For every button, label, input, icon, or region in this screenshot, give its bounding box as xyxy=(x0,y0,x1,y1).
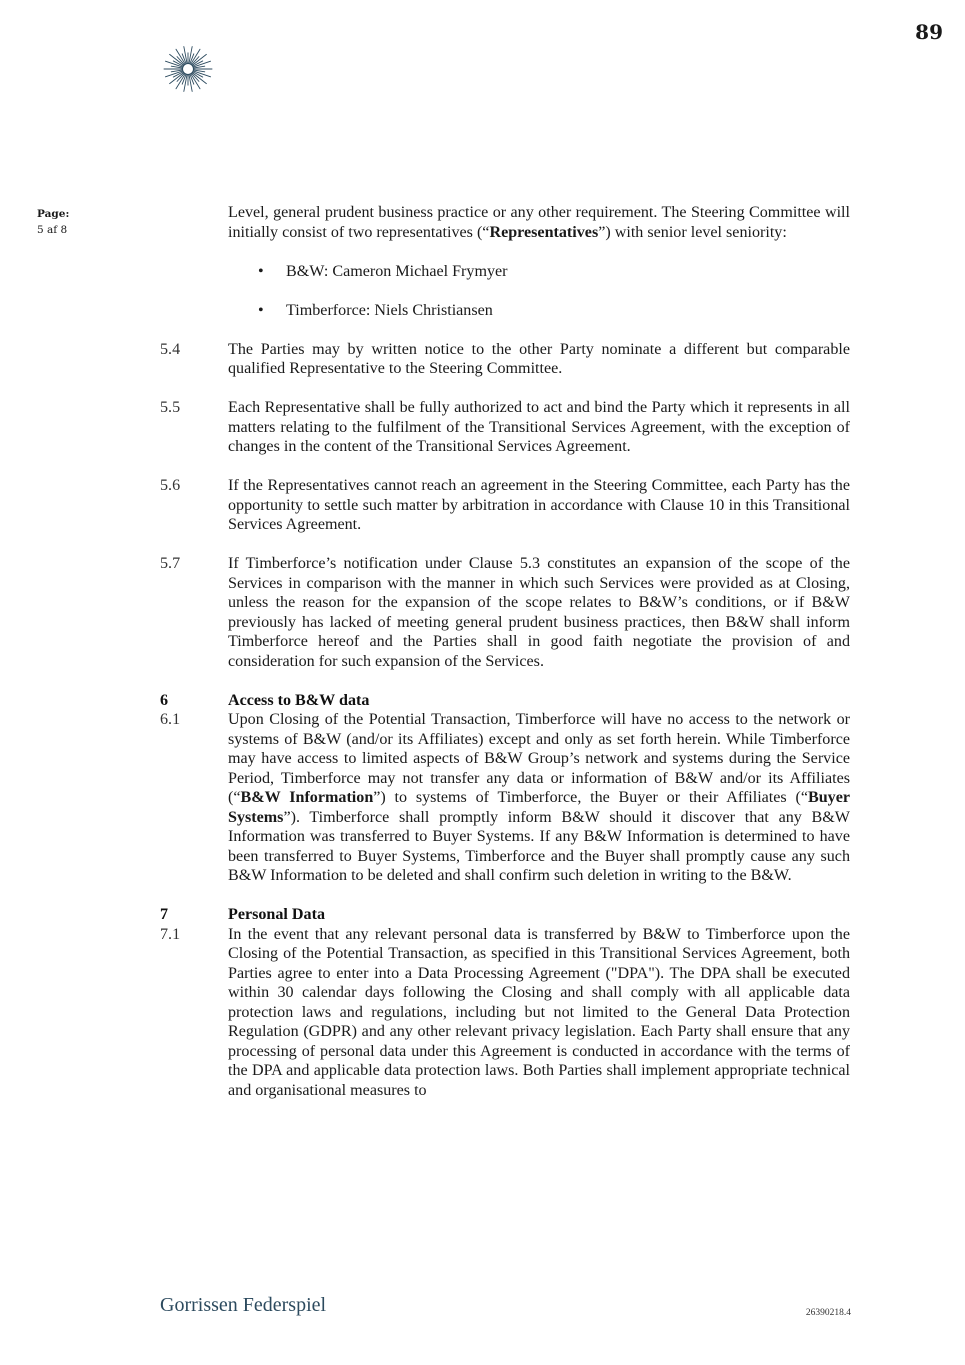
clause-5-4 xyxy=(160,340,850,379)
page-number: 89 xyxy=(915,20,943,44)
list-item xyxy=(258,301,508,321)
clause-7-1 xyxy=(160,925,850,1101)
footer-brand: Gorrissen Federspiel xyxy=(160,1294,327,1316)
starburst-logo-icon xyxy=(158,44,218,94)
list-item-text: B&W: Cameron Michael Frymyer xyxy=(286,262,508,280)
clause-5-5 xyxy=(160,398,850,457)
section-title: Personal Data xyxy=(228,906,325,923)
clause-text: If Timberforce’s notification under Clause 5.3 constitutes an expansion of the scope of the Services in comparison with the manner in which such Services were provided as at Closing, unless the reason for the expansion of the scope relates to B&W’s conditions, or if B&W previously has lacked of meeting general prudent business practices, then B&W shall inform Timberforce hereof and the Parties shall in good faith negotiate the provision of and consideration for such expansion of the Services. xyxy=(228,555,850,670)
document-body xyxy=(160,203,850,1100)
footer-document-id: 26390218.4 xyxy=(805,1308,851,1318)
clause-text-3: ”). Timberforce shall promptly inform B&W should it discover that any B&W Information was transferred to Buyer Systems. If any B&W Information is determined to have been transferred to Buyer Systems, Timberforce and the Buyer shall promptly cause any such B&W Information to be deleted and shall confirm such deletion in writing to the B&W. xyxy=(228,808,850,884)
defined-term-buyer-systems: Buyer Systems xyxy=(228,789,850,826)
continued-text-2: ”) with senior level seniority: xyxy=(598,223,787,241)
clause-text: Each Representative shall be fully authorized to act and bind the Party which it represents in all matters relating to the fulfilment of the Transitional Services Agreement, with the exception of changes in the content of the Transitional Services Agreement. xyxy=(228,399,850,455)
page-value: 5 af 8 xyxy=(37,224,68,236)
clause-number: 5.4 xyxy=(160,340,181,358)
clause-number: 5.7 xyxy=(160,555,181,572)
defined-term-representatives: Representatives xyxy=(489,223,599,241)
clause-text-2: ”) to systems of Timberforce, the Buyer or their Affiliates (“ xyxy=(373,789,808,806)
section-title: Access to B&W data xyxy=(228,691,370,709)
list-item-text: Timberforce: Niels Christiansen xyxy=(286,301,493,319)
clause-text-1: Upon Closing of the Potential Transaction, Timberforce will have no access to the network or systems of B&W (and/or its Affiliates) except and only as set forth herein. While Timberforce may have access to limited aspects of B&W Group’s network and systems during the Service Period, Timberforce may not transfer any data or information of B&W and/or its Affiliates (“ xyxy=(228,711,850,806)
clause-5-7 xyxy=(160,554,850,671)
section-7-heading xyxy=(160,905,850,925)
continued-text-1: Level, general prudent business practice or any other requirement. The Steering Committee will initially consist of two representatives (“ xyxy=(228,204,850,241)
bullet-icon: • xyxy=(258,301,264,319)
page-indicator xyxy=(37,206,69,238)
page-label: Page: xyxy=(37,208,70,220)
clause-number: 5.5 xyxy=(160,399,181,416)
section-6-heading xyxy=(160,691,850,711)
clause-5-6 xyxy=(160,476,850,535)
clause-text: In the event that any relevant personal data is transferred by B&W to Timberforce upon the Closing of the Potential Transaction, as specified in this Transitional Services Agreement, both Parties agree to enter into a Data Processing Agreement ("DPA"). The DPA shall be executed within 30 calendar days following the Closing and shall comply with all applicable data protection laws and regulations, including but not limited to the General Data Protection Regulation (GDPR) and any other relevant privacy legislation. Each Party shall ensure that any processing of personal data under this Agreement is conducted in accordance with the terms of the DPA and applicable data protection laws. Both Parties shall implement appropriate technical and organisational measures to xyxy=(228,925,850,1099)
bullet-icon: • xyxy=(258,262,264,280)
clause-text: The Parties may by written notice to the other Party nominate a different but comparable qualified Representative to the Steering Committee. xyxy=(228,340,850,377)
clause-number: 6.1 xyxy=(160,711,181,728)
section-number: 7 xyxy=(160,906,169,923)
clause-number: 5.6 xyxy=(160,477,181,494)
continued-paragraph xyxy=(160,203,850,242)
defined-term-bw-information: B&W Information xyxy=(240,789,374,806)
clause-6-1 xyxy=(160,710,850,886)
representatives-list xyxy=(160,242,850,320)
list-item xyxy=(258,262,508,282)
section-number: 6 xyxy=(160,691,169,709)
clause-number: 7.1 xyxy=(160,925,181,943)
clause-text: If the Representatives cannot reach an agreement in the Steering Committee, each Party has the opportunity to settle such matter by arbitration in accordance with Clause 10 in this Transitional Services Agreement. xyxy=(228,477,850,533)
